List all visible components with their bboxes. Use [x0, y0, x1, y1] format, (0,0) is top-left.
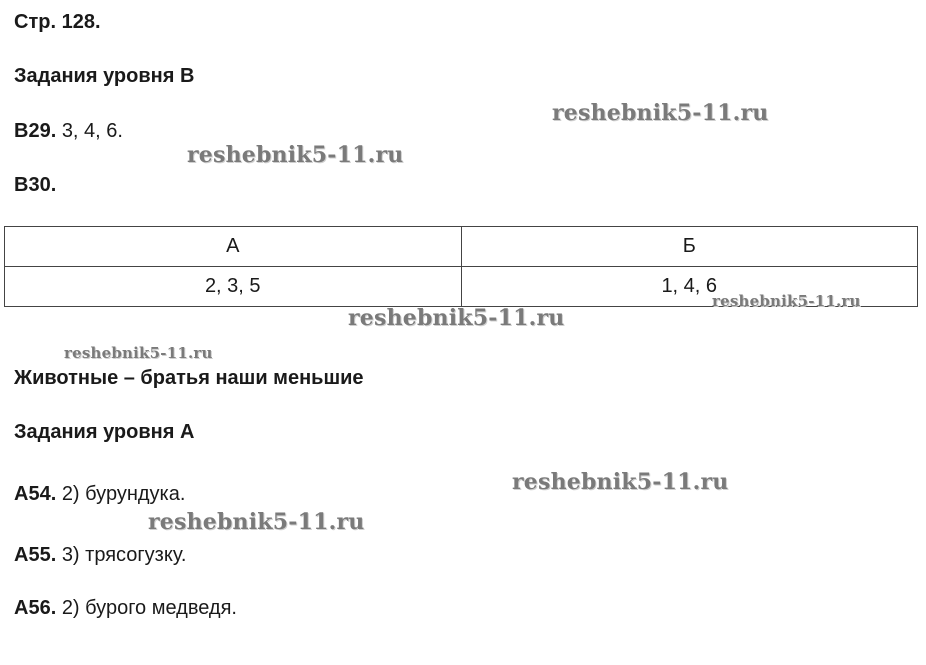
- watermark: reshebnik5-11.ru: [348, 305, 565, 331]
- task-a54-label: А54.: [14, 483, 57, 505]
- task-a55-answer: 3) трясогузку.: [61, 544, 187, 566]
- task-b29-answer: 3, 4, 6.: [61, 120, 123, 142]
- table-header-cell: Б: [461, 227, 918, 267]
- task-a56: [14, 596, 237, 620]
- table-header-cell: А: [5, 227, 462, 267]
- section-a-title: Задания уровня А: [14, 421, 195, 443]
- task-a56-label: А56.: [14, 597, 57, 619]
- task-b29: [14, 119, 123, 143]
- task-a56-answer: 2) бурого медведя.: [61, 597, 237, 619]
- section-b-title: Задания уровня В: [14, 65, 195, 87]
- watermark: reshebnik5-11.ru: [512, 469, 729, 495]
- task-a55: [14, 543, 186, 567]
- task-b30-label: В30.: [14, 174, 57, 196]
- task-a54-answer: 2) бурундука.: [61, 483, 186, 505]
- task-a55-label: А55.: [14, 544, 57, 566]
- watermark: reshebnik5-11.ru: [64, 344, 213, 362]
- watermark: reshebnik5-11.ru: [148, 509, 365, 535]
- task-a54: [14, 482, 185, 506]
- animals-heading: Животные – братья наши меньшие: [14, 367, 364, 389]
- watermark: reshebnik5-11.ru: [187, 142, 404, 168]
- page-header: Стр. 128.: [14, 11, 101, 33]
- table-header-row: [5, 227, 918, 267]
- table-cell: 1, 4, 6: [461, 267, 918, 307]
- watermark: reshebnik5-11.ru: [712, 292, 861, 310]
- task-b29-label: В29.: [14, 120, 57, 142]
- watermark: reshebnik5-11.ru: [552, 100, 769, 126]
- table-cell: 2, 3, 5: [5, 267, 462, 307]
